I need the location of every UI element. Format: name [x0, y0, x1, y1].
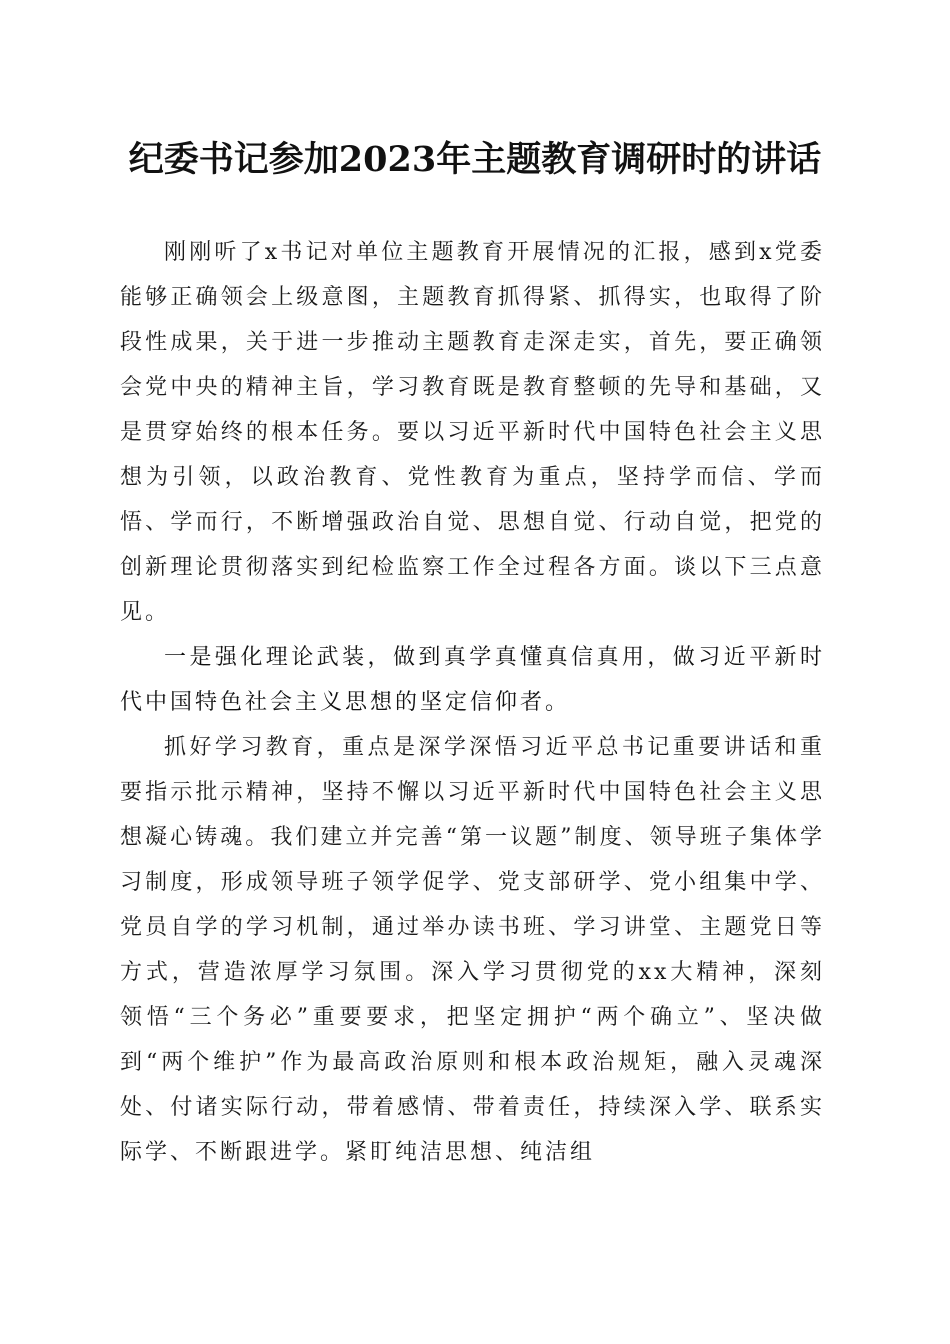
document-body	[120, 230, 825, 1175]
paragraph-study-education: 抓好学习教育，重点是深学深悟习近平总书记重要讲话和重要指示批示精神，坚持不懈以习近平新时代中国特色社会主义思想凝心铸魂。我们建立并完善“第一议题”制度、领导班子集体学习制度，形成领导班子领学促学、党支部研学、党小组集中学、党员自学的学习机制，通过举办读书班、学习讲堂、主题党日等方式，营造浓厚学习氛围。深入学习贯彻党的xx大精神，深刻领悟“三个务必”重要要求，把坚定拥护“两个确立”、坚决做到“两个维护”作为最高政治原则和根本政治规矩，融入灵魂深处、付诸实际行动，带着感情、带着责任，持续深入学、联系实际学、不断跟进学。紧盯纯洁思想、纯洁组	[120, 735, 825, 1165]
paragraph-intro: 刚刚听了x书记对单位主题教育开展情况的汇报，感到x党委能够正确领会上级意图，主题教育抓得紧、抓得实，也取得了阶段性成果，关于进一步推动主题教育走深走实，首先，要正确领会党中央的精神主旨，学习教育既是教育整顿的先导和基础，又是贯穿始终的根本任务。要以习近平新时代中国特色社会主义思想为引领，以政治教育、党性教育为重点，坚持学而信、学而悟、学而行，不断增强政治自觉、思想自觉、行动自觉，把党的创新理论贯彻落实到纪检监察工作全过程各方面。谈以下三点意见。	[120, 240, 825, 625]
paragraph-point-one-heading: 一是强化理论武装，做到真学真懂真信真用，做习近平新时代中国特色社会主义思想的坚定信仰者。	[120, 645, 825, 715]
document-title: 纪委书记参加2023年主题教育调研时的讲话	[128, 139, 822, 180]
